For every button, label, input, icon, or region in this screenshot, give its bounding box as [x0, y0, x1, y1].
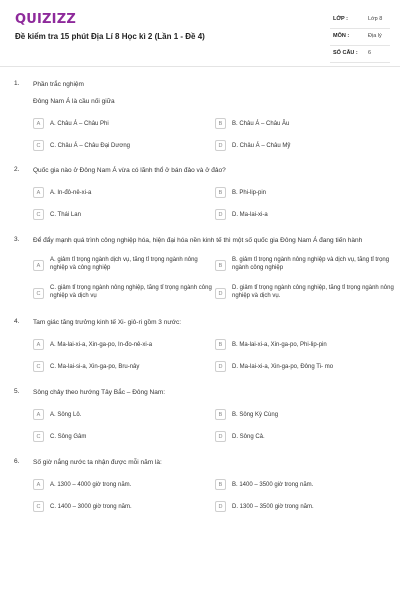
header-divider	[0, 66, 400, 67]
option-text: C. Châu Á – Châu Đại Dương	[50, 143, 130, 149]
option-text: D. Sông Cả.	[232, 434, 265, 440]
option-text: B. 1400 – 3500 giờ trong năm.	[232, 482, 314, 488]
option-letter: B	[215, 409, 226, 420]
meta-label: LỚP :	[333, 16, 348, 22]
meta-value: Địa lý	[368, 33, 382, 39]
option-letter: B	[215, 260, 226, 271]
question-subtext: Đông Nam Á là cầu nối giữa	[33, 98, 115, 105]
question-text: Để đẩy mạnh quá trình công nghiệp hóa, hiện đại hóa nền kinh tế thì một số quốc gia Đông Nam Á đang tiến hành	[33, 237, 363, 244]
question-number: 4.	[14, 318, 20, 325]
question-number: 5.	[14, 388, 20, 395]
meta-value: 6	[368, 50, 372, 56]
meta-row-subject	[330, 29, 390, 46]
question-number: 3.	[14, 236, 20, 243]
option-text: C. Thái Lan	[50, 212, 81, 218]
option-text: A. In-đô-nê-xi-a	[50, 190, 92, 196]
meta-label: SỐ CÂU :	[333, 50, 358, 56]
meta-row-class	[330, 12, 390, 29]
option-text: D. giảm tỉ trọng ngành công nghiệp, tăng tỉ trọng ngành nông nghiệp và dịch vụ.	[232, 285, 394, 299]
option-letter: D	[215, 140, 226, 151]
worksheet-header	[0, 0, 400, 66]
option-letter: B	[215, 339, 226, 350]
question-text: Quốc gia nào ở Đông Nam Á vừa có lãnh thổ ở bán đảo và ở đảo?	[33, 167, 226, 174]
option-text: A. Ma-lai-xi-a, Xin-ga-po, In-đo-nê-xi-a	[50, 342, 153, 348]
option-text: B. Sông Kỳ Cùng	[232, 412, 279, 418]
option-letter: D	[215, 431, 226, 442]
option-text: D. Ma-lai-xi-a	[232, 212, 268, 218]
option-letter: D	[215, 501, 226, 512]
option-letter: C	[33, 501, 44, 512]
question-text: Sông chảy theo hướng Tây Bắc – Đông Nam:	[33, 389, 166, 396]
option-text: C. Ma-lai-si-a, Xin-ga-po, Bru-nây	[50, 364, 140, 370]
option-text: C. giảm tỉ trọng ngành nông nghiệp, tăng tỉ trọng ngành công nghiệp và dịch vụ	[50, 285, 212, 299]
option-letter: B	[215, 479, 226, 490]
option-text: D. Châu Á – Châu Mỹ	[232, 143, 291, 149]
option-letter: D	[215, 209, 226, 220]
page-title: Đề kiểm tra 15 phút Địa Lí 8 Học kì 2 (Lần 1 - Đề 4)	[15, 32, 205, 41]
option-text: C. Sông Gâm	[50, 434, 87, 440]
option-letter: C	[33, 361, 44, 372]
option-text: C. 1400 – 3000 giờ trong năm.	[50, 504, 132, 510]
option-text: B. Châu Á – Châu Âu	[232, 121, 290, 127]
option-text: A. Châu Á – Châu Phi	[50, 121, 109, 127]
option-text: D. Ma-lai-xi-a, Xin-ga-po, Đông Ti- mo	[232, 364, 334, 370]
option-letter: A	[33, 409, 44, 420]
option-letter: A	[33, 479, 44, 490]
meta-label: MÔN :	[333, 33, 350, 39]
question-number: 1.	[14, 80, 20, 87]
option-letter: A	[33, 187, 44, 198]
option-text: A. 1300 – 4000 giờ trong năm.	[50, 482, 132, 488]
meta-table	[330, 12, 390, 63]
option-letter: C	[33, 288, 44, 299]
option-text: D. 1300 – 3500 giờ trong năm.	[232, 504, 314, 510]
option-text: A. Sông Lô.	[50, 412, 82, 418]
meta-row-count	[330, 46, 390, 63]
option-letter: C	[33, 209, 44, 220]
option-letter: A	[33, 118, 44, 129]
option-text: B. giảm tỉ trọng ngành nông nghiệp và dịch vụ, tăng tỉ trọng ngành công nghiệp	[232, 257, 390, 271]
question-number: 2.	[14, 166, 20, 173]
option-letter: C	[33, 431, 44, 442]
option-letter: D	[215, 288, 226, 299]
option-letter: B	[215, 187, 226, 198]
question-text: Tam giác tăng trưởng kinh tế Xi- giô-ri gồm 3 nước:	[33, 319, 182, 326]
meta-value: Lớp 8	[368, 16, 383, 22]
option-text: A. giảm tỉ trọng ngành dịch vụ, tăng tỉ trọng ngành nông nghiệp và công nghiệp	[50, 257, 198, 271]
quizizz-logo: QUIZIZZ	[15, 12, 76, 27]
question-text: Số giờ nắng nước ta nhận được mỗi năm là:	[33, 459, 162, 466]
option-text: B. Phi-lip-pin	[232, 190, 267, 196]
option-letter: D	[215, 361, 226, 372]
option-letter: B	[215, 118, 226, 129]
option-letter: A	[33, 260, 44, 271]
option-letter: A	[33, 339, 44, 350]
option-text: B. Ma-lai-xi-a, Xin-ga-po, Phi-lip-pin	[232, 342, 327, 348]
question-text: Phần trắc nghiệm	[33, 81, 84, 88]
question-number: 6.	[14, 458, 20, 465]
option-letter: C	[33, 140, 44, 151]
